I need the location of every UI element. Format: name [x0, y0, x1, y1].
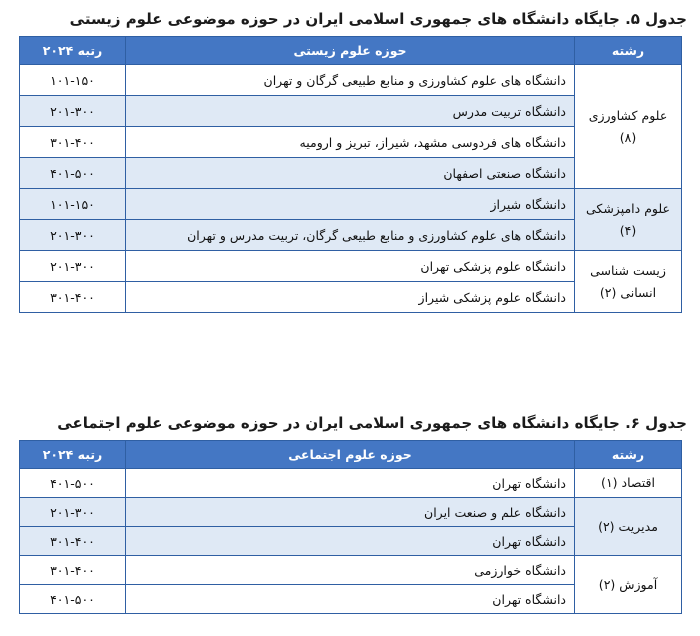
- university-cell: دانشگاه خوارزمی: [126, 556, 575, 585]
- field-name: مدیریت (۲): [598, 518, 658, 534]
- header-rank: رتبه ۲۰۲۴: [20, 37, 126, 65]
- university-cell: دانشگاه علوم پزشکی شیراز: [126, 282, 575, 313]
- field-cell: [575, 556, 682, 614]
- header-field: رشته: [575, 441, 682, 469]
- university-cell: دانشگاه شیراز: [126, 189, 575, 220]
- rank-cell: ۴۰۱-۵۰۰: [20, 585, 126, 614]
- header-rank: رتبه ۲۰۲۴: [20, 441, 126, 469]
- table-row: [20, 65, 682, 96]
- university-cell: دانشگاه تهران: [126, 585, 575, 614]
- header-area: حوزه علوم زیستی: [126, 37, 575, 65]
- university-cell: دانشگاه تهران: [126, 469, 575, 498]
- field-name: علوم دامپزشکی: [586, 200, 670, 216]
- rank-cell: ۳۰۱-۴۰۰: [20, 527, 126, 556]
- field-cell: [575, 251, 682, 313]
- table5: [19, 36, 682, 313]
- rank-cell: ۱۰۱-۱۵۰: [20, 65, 126, 96]
- table-row: [20, 556, 682, 585]
- field-name: آموزش (۲): [598, 576, 658, 592]
- field-name: علوم کشاورزی: [588, 107, 668, 123]
- rank-cell: ۲۰۱-۳۰۰: [20, 220, 126, 251]
- rank-cell: ۴۰۱-۵۰۰: [20, 158, 126, 189]
- rank-cell: ۲۰۱-۳۰۰: [20, 498, 126, 527]
- university-cell: دانشگاه علوم پزشکی تهران: [126, 251, 575, 282]
- field-count: (۸): [619, 129, 637, 145]
- university-cell: دانشگاه علم و صنعت ایران: [126, 498, 575, 527]
- university-cell: دانشگاه های علوم کشاورزی و منابع طبیعی گرگان و تهران: [126, 65, 575, 96]
- table5-header-row: [20, 37, 682, 65]
- rank-cell: ۲۰۱-۳۰۰: [20, 251, 126, 282]
- table6-header-row: [20, 441, 682, 469]
- university-cell: دانشگاه های علوم کشاورزی و منابع طبیعی گرگان، تربیت مدرس و تهران: [126, 220, 575, 251]
- field-cell: [575, 498, 682, 556]
- field-cell: [575, 189, 682, 251]
- rank-cell: ۴۰۱-۵۰۰: [20, 469, 126, 498]
- field-count: (۴): [619, 222, 637, 238]
- rank-cell: ۳۰۱-۴۰۰: [20, 556, 126, 585]
- rank-cell: ۳۰۱-۴۰۰: [20, 282, 126, 313]
- university-cell: دانشگاه های فردوسی مشهد، شیراز، تبریز و ارومیه: [126, 127, 575, 158]
- rank-cell: ۱۰۱-۱۵۰: [20, 189, 126, 220]
- table6: [19, 440, 682, 614]
- rank-cell: ۲۰۱-۳۰۰: [20, 96, 126, 127]
- university-cell: دانشگاه تربیت مدرس: [126, 96, 575, 127]
- field-name: اقتصاد (۱): [601, 475, 655, 490]
- table-row: [20, 251, 682, 282]
- field-count: انسانی (۲): [599, 284, 657, 300]
- field-name: زیست شناسی: [590, 262, 666, 278]
- table5-title: جدول ۵. جایگاه دانشگاه های جمهوری اسلامی ایران در حوزه موضوعی علوم زیستی: [69, 10, 687, 28]
- table-row: [20, 498, 682, 527]
- table-row: [20, 469, 682, 498]
- table-row: [20, 189, 682, 220]
- field-cell: [575, 65, 682, 189]
- university-cell: دانشگاه تهران: [126, 527, 575, 556]
- field-cell: [575, 469, 682, 498]
- university-cell: دانشگاه صنعتی اصفهان: [126, 158, 575, 189]
- header-field: رشته: [575, 37, 682, 65]
- rank-cell: ۳۰۱-۴۰۰: [20, 127, 126, 158]
- table6-title: جدول ۶. جایگاه دانشگاه های جمهوری اسلامی ایران در حوزه موضوعی علوم اجتماعی: [57, 414, 687, 432]
- header-area: حوزه علوم اجتماعی: [126, 441, 575, 469]
